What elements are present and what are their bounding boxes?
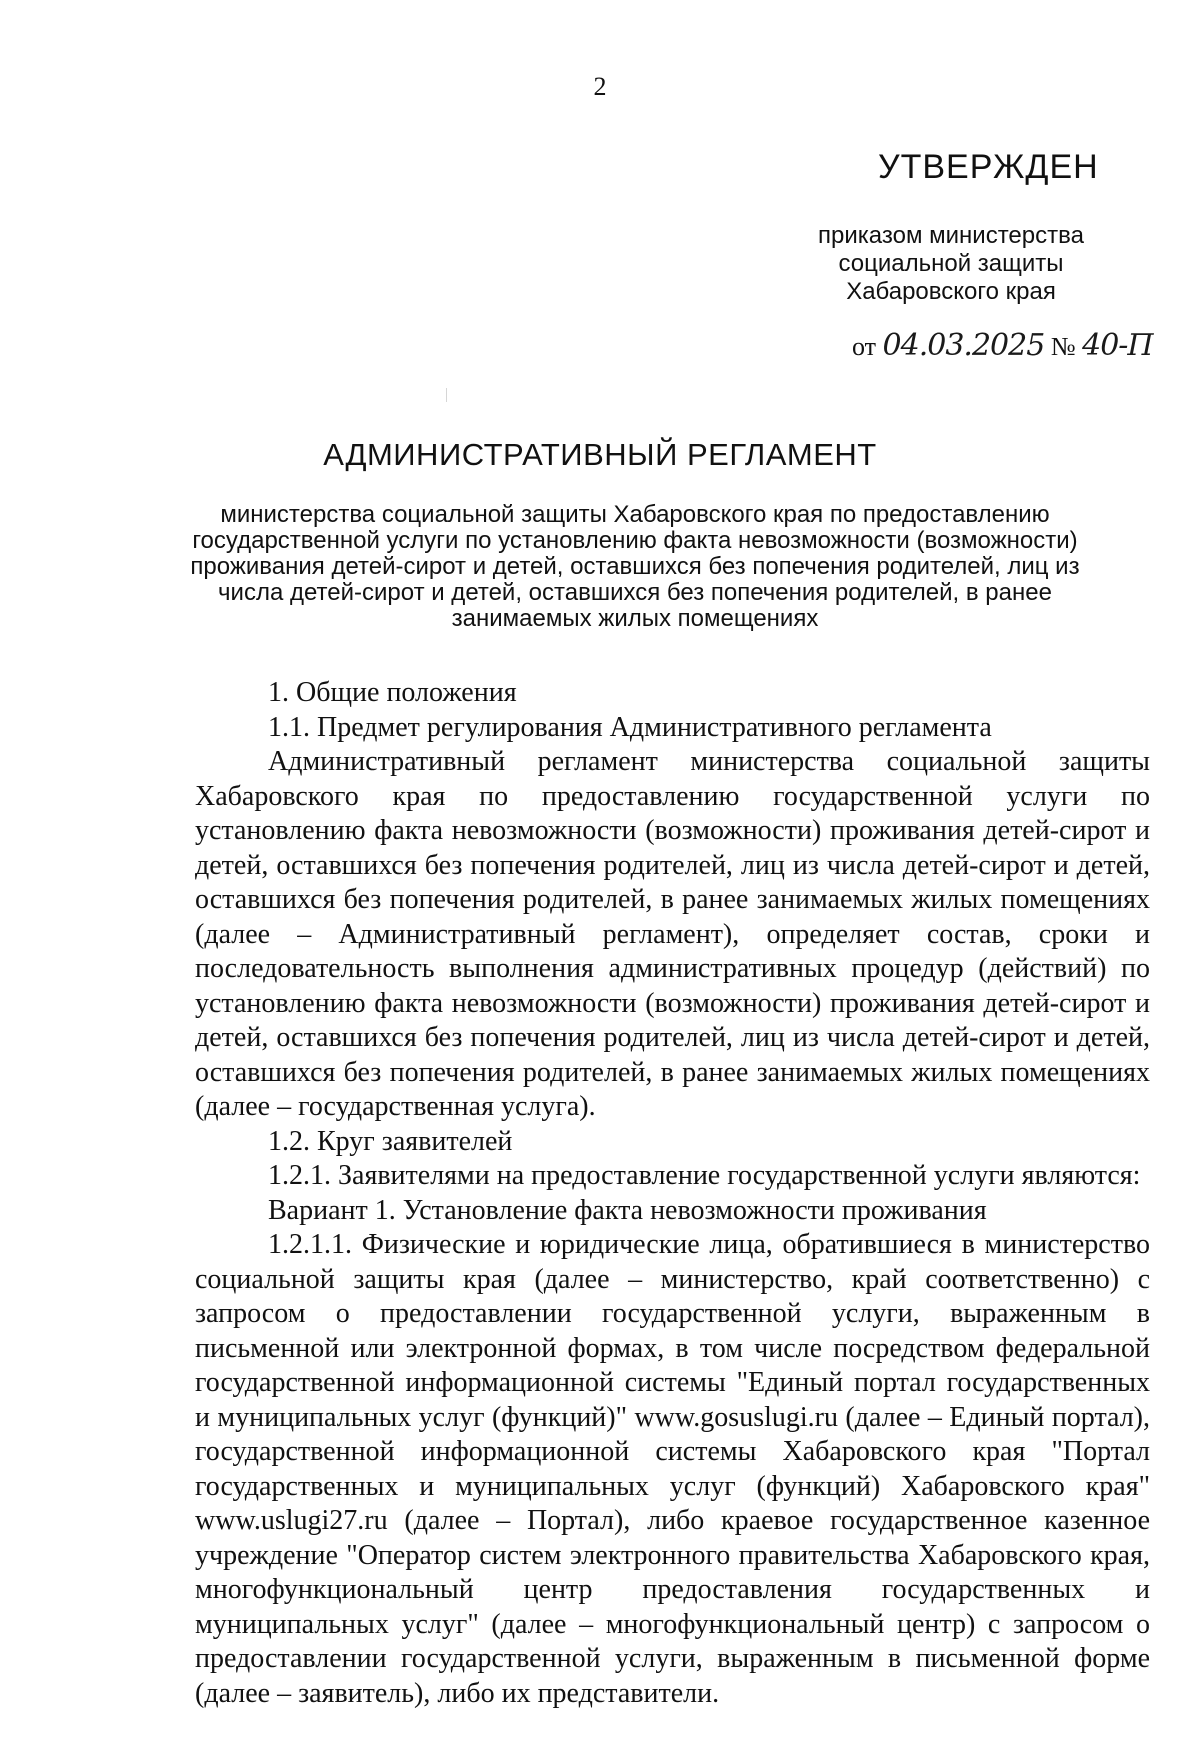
approval-date bbox=[852, 328, 1190, 363]
approval-line-1: приказом министерства bbox=[818, 222, 1084, 249]
document-subtitle: министерства социальной защиты Хабаровского края по предоставлению государственной услуги по установлению факта невозможности (возможности) проживания детей-сирот и детей, оставшихся без попечения родителей, лиц из числа детей-сирот и детей, оставшихся без попечения родителей, в ранее занимаемых жилых помещениях bbox=[190, 501, 1080, 632]
date-prefix: от bbox=[852, 332, 877, 361]
number-sign: № bbox=[1050, 332, 1076, 361]
document-body bbox=[195, 676, 1150, 1711]
approval-line-3: Хабаровского края bbox=[846, 278, 1056, 305]
section-heading-1-1: 1.1. Предмет регулирования Административного регламента bbox=[268, 711, 992, 743]
paragraph-1-2-1-1: 1.2.1.1. Физические и юридические лица, обратившиеся в министерство социальной защиты края (далее – министерство, край соответственно) с запросом о предоставлении государственной услуги, выраженным в письменной или электронной формах, в том числе посредством федеральной государственной информационной системы "Единый портал государственных и муниципальных услуг (функций)" www.gosuslugi.ru (далее – Единый портал), государственной информационной системы Хабаровского края "Портал государственных и муниципальных услуг (функций) Хабаровского края" www.uslugi27.ru (далее – Портал), либо краевое государственное казенное учреждение "Оператор систем электронного правительства Хабаровского края, многофункциональный центр предоставления государственных и муниципальных услуг" (далее – многофункциональный центр) с запросом о предоставлении государственной услуги, выраженным в письменной форме (далее – заявитель), либо их представители. bbox=[195, 1229, 1150, 1709]
variant-heading-1: Вариант 1. Установление факта невозможности проживания bbox=[268, 1194, 987, 1226]
document-title: АДМИНИСТРАТИВНЫЙ РЕГЛАМЕНТ bbox=[323, 437, 877, 472]
approval-line-2: социальной защиты bbox=[838, 250, 1064, 277]
approved-heading: УТВЕРЖДЕН bbox=[878, 148, 1099, 186]
handwritten-date: 04.03.2025 bbox=[882, 328, 1045, 363]
scan-mark bbox=[446, 388, 447, 402]
approval-lines bbox=[790, 222, 1112, 306]
section-heading-1-2-1: 1.2.1. Заявителями на предоставление государственной услуги являются: bbox=[268, 1160, 1141, 1191]
page-number: 2 bbox=[593, 72, 607, 101]
paragraph-1-1: Административный регламент министерства социальной защиты Хабаровского края по предоставлению государственной услуги по установлению факта невозможности (возможности) проживания детей-сирот и детей, оставшихся без попечения родителей, лиц из числа детей-сирот и детей, оставшихся без попечения родителей, в ранее занимаемых жилых помещениях (далее – Административный регламент), определяет состав, сроки и последовательность выполнения административных процедур (действий) по установлению факта невозможности (возможности) проживания детей-сирот и детей, оставшихся без попечения родителей, лиц из числа детей-сирот и детей, оставшихся без попечения родителей, в ранее занимаемых жилых помещениях (далее – государственная услуга). bbox=[195, 746, 1150, 1122]
approval-block bbox=[790, 150, 1190, 363]
section-heading-1: 1. Общие положения bbox=[268, 677, 517, 708]
section-heading-1-2: 1.2. Круг заявителей bbox=[268, 1125, 513, 1157]
handwritten-number: 40-П bbox=[1082, 328, 1153, 363]
